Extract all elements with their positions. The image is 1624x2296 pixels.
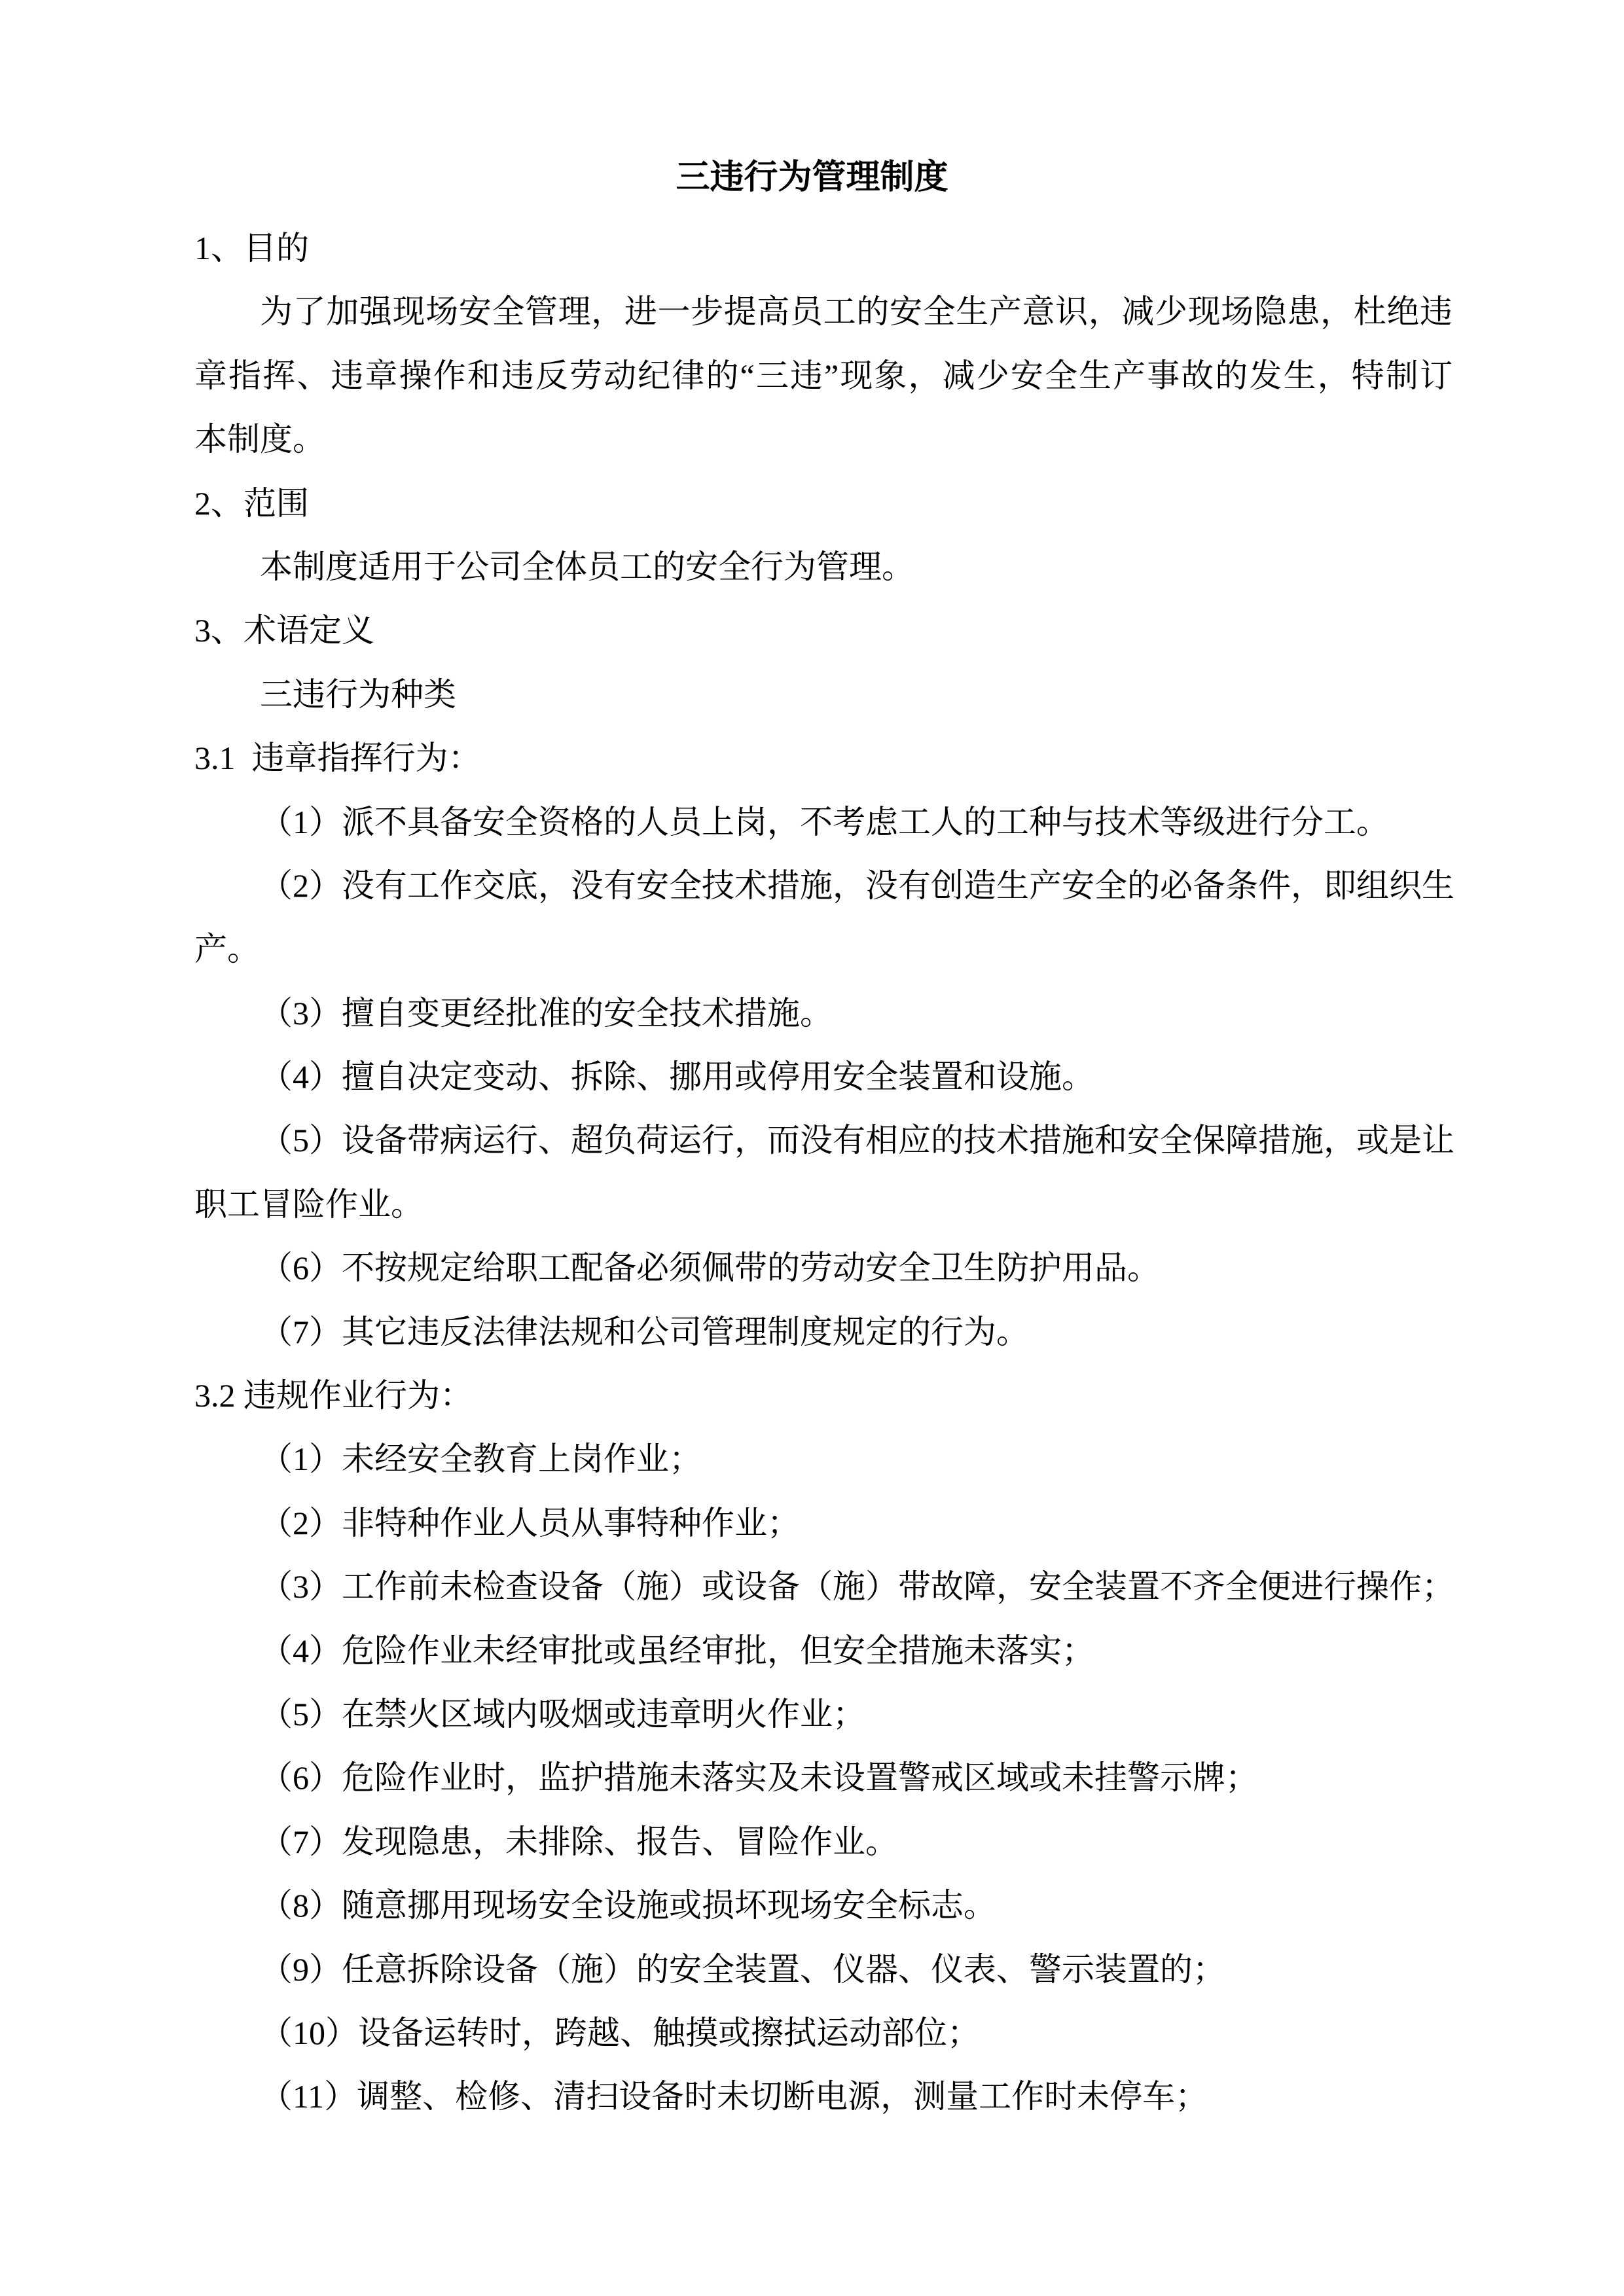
subsection-command-violations (194, 726, 1453, 1364)
list-item (194, 1619, 1453, 1683)
list-item (194, 1492, 1453, 1555)
list-item-line: （10）设备运转时，跨越、触摸或擦拭运动部位； (260, 2014, 980, 2051)
list-item-line: （7）发现隐患，未排除、报告、冒险作业。 (260, 1823, 898, 1860)
list-item (194, 1810, 1453, 1874)
list-item (194, 854, 1453, 982)
list-item-line: （11）调整、检修、清扫设备时未切断电源，测量工作时未停车； (260, 2078, 1208, 2115)
list-item (194, 982, 1453, 1045)
list-item-line: （9）任意拆除设备（施）的安全装置、仪器、仪表、警示装置的； (260, 1950, 1225, 1988)
list-item-line: （4）擅自决定变动、拆除、挪用或停用安全装置和设施。 (260, 1058, 1094, 1096)
section-heading: 2、范围 (194, 484, 309, 522)
list-item-line: （2）非特种作业人员从事特种作业； (260, 1504, 800, 1541)
subsection-heading: 3.2 违规作业行为： (194, 1377, 473, 1414)
paragraph-line: 本制度。 (194, 421, 325, 458)
list-item (194, 1874, 1453, 1937)
list-item-line: （4）危险作业未经审批或虽经审批，但安全措施未落实； (260, 1632, 1094, 1669)
section-scope (194, 472, 1453, 600)
paragraph-line: 章指挥、违章操作和违反劳动纪律的“三违”现象，减少安全生产事故的发生，特制订 (194, 357, 1453, 394)
list-item-line: （2）没有工作交底，没有安全技术措施，没有创造生产安全的必备条件，即组织生 (260, 867, 1454, 904)
list-item (194, 2065, 1453, 2128)
list-item-line: （1）未经安全教育上岗作业； (260, 1441, 702, 1478)
list-item-line: 职工冒险作业。 (194, 1185, 424, 1223)
list-item (194, 1938, 1453, 2001)
list-item-line: （1）派不具备安全资格的人员上岗，不考虑工人的工种与技术等级进行分工。 (260, 803, 1389, 840)
list-item-line: （6）危险作业时，监护措施未落实及未设置警戒区域或未挂警示牌； (260, 1759, 1258, 1797)
list-item (194, 1236, 1453, 1300)
list-item (194, 1300, 1453, 1364)
document-title: 三违行为管理制度 (676, 159, 948, 196)
subsection-operation-violations (194, 1364, 1453, 2129)
paragraph-line: 三违行为种类 (260, 675, 456, 713)
list-item-line: （3）工作前未检查设备（施）或设备（施）带故障，安全装置不齐全便进行操作； (260, 1568, 1454, 1605)
list-item-line: （5）在禁火区域内吸烟或违章明火作业； (260, 1695, 865, 1732)
list-item-line: （6）不按规定给职工配备必须佩带的劳动安全卫生防护用品。 (260, 1249, 1160, 1287)
list-item-line: （5）设备带病运行、超负荷运行，而没有相应的技术措施和安全保障措施，或是让 (260, 1122, 1454, 1159)
list-item-line: （8）随意挪用现场安全设施或损坏现场安全标志。 (260, 1887, 996, 1924)
section-heading: 1、目的 (194, 230, 309, 266)
list-item-line: （3）擅自变更经批准的安全技术措施。 (260, 994, 833, 1031)
list-item (194, 1109, 1453, 1236)
list-item (194, 1427, 1453, 1491)
document-body (194, 217, 1453, 2129)
section-heading: 3、术语定义 (194, 612, 374, 649)
subsection-heading: 3.1 违章指挥行为： (194, 740, 481, 777)
list-item (194, 791, 1453, 854)
list-item (194, 1683, 1453, 1746)
list-item-line: 产。 (194, 931, 260, 968)
list-item (194, 1555, 1453, 1619)
section-definitions (194, 599, 1453, 2128)
list-item-line: （7）其它违反法律法规和公司管理制度规定的行为。 (260, 1313, 1029, 1350)
list-item (194, 1045, 1453, 1109)
paragraph-line: 为了加强现场安全管理，进一步提高员工的安全生产意识，减少现场隐患，杜绝违 (260, 293, 1453, 331)
paragraph-line: 本制度适用于公司全体员工的安全行为管理。 (260, 548, 914, 585)
section-purpose (194, 217, 1453, 472)
list-item (194, 1746, 1453, 1810)
list-item (194, 2001, 1453, 2065)
